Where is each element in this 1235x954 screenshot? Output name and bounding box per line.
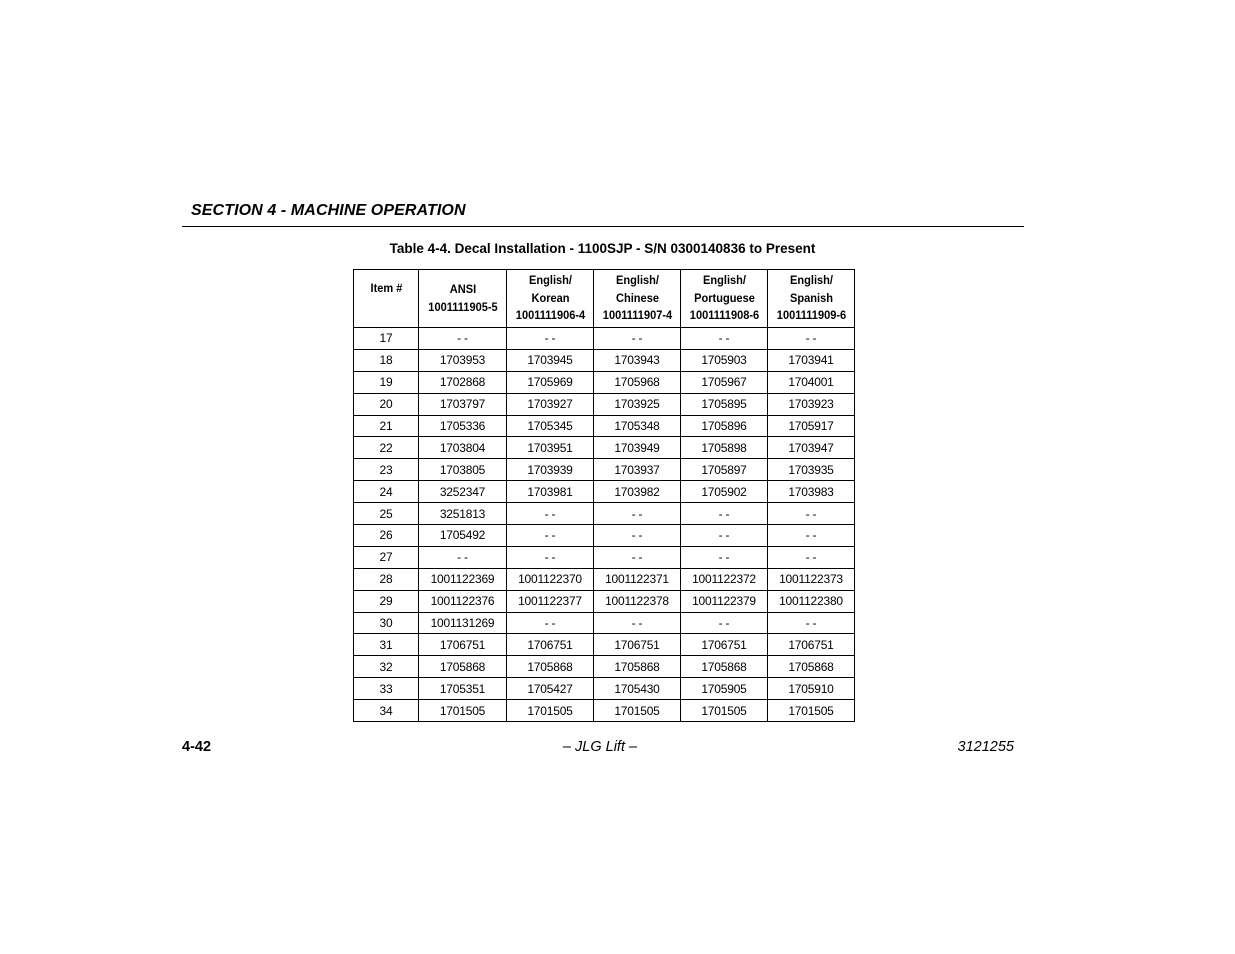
decal-part-number-cell: 1705868	[768, 656, 855, 678]
item-number-cell: 29	[354, 590, 419, 612]
item-number-cell: 27	[354, 546, 419, 568]
decal-part-number-cell: 1001122379	[681, 590, 768, 612]
decal-part-number-cell: 1702868	[419, 371, 507, 393]
decal-part-number-cell: 1001122371	[594, 568, 681, 590]
decal-part-number-cell: 1001122377	[507, 590, 594, 612]
decal-part-number-cell: 1001122373	[768, 568, 855, 590]
footer-publisher: – JLG Lift –	[562, 739, 638, 755]
table-row	[354, 503, 855, 525]
decal-part-number-cell: - -	[768, 525, 855, 547]
column-header-line: English/	[789, 273, 833, 288]
decal-part-number-cell: 1703937	[594, 459, 681, 481]
document-number: 3121255	[957, 739, 1014, 755]
table-row	[354, 634, 855, 656]
item-number-cell: 22	[354, 437, 419, 459]
decal-part-number-cell: - -	[507, 525, 594, 547]
table-row	[354, 590, 855, 612]
decal-part-number-cell: 1705967	[681, 371, 768, 393]
item-number-cell: 31	[354, 634, 419, 656]
decal-part-number-cell: 1705897	[681, 459, 768, 481]
decal-part-number-cell: - -	[768, 546, 855, 568]
decal-part-number-cell: 1704001	[768, 371, 855, 393]
decal-part-number-cell: 1703943	[594, 349, 681, 371]
column-header-line: Spanish	[789, 290, 833, 305]
decal-part-number-cell: 1705427	[507, 678, 594, 700]
table-row	[354, 678, 855, 700]
item-number-cell: 20	[354, 393, 419, 415]
decal-part-number-cell: - -	[594, 328, 681, 350]
decal-part-number-cell: 1705868	[681, 656, 768, 678]
table-row	[354, 393, 855, 415]
item-number-cell: 32	[354, 656, 419, 678]
item-number-cell: 18	[354, 349, 419, 371]
decal-part-number-cell: 1703951	[507, 437, 594, 459]
column-header	[356, 270, 416, 328]
decal-part-number-cell: 1701505	[507, 700, 594, 722]
decal-part-number-cell: 1705345	[507, 415, 594, 437]
decal-part-number-cell: 1703927	[507, 393, 594, 415]
table-row	[354, 437, 855, 459]
column-header-line: English/	[702, 273, 746, 288]
section-title: SECTION 4 - MACHINE OPERATION	[191, 202, 466, 219]
decal-part-number-cell: 1705351	[419, 678, 507, 700]
decal-part-number-cell: 1703925	[594, 393, 681, 415]
decal-part-number-cell: 1701505	[768, 700, 855, 722]
decal-part-number-cell: 1705902	[681, 481, 768, 503]
decal-part-number-cell: 1001122378	[594, 590, 681, 612]
item-number-cell: 24	[354, 481, 419, 503]
decal-part-number-cell: 1703945	[507, 349, 594, 371]
decal-part-number-cell: - -	[594, 525, 681, 547]
decal-part-number-cell: 1001122376	[419, 590, 507, 612]
column-header-line: 1001111907-4	[602, 308, 672, 323]
page-number: 4-42	[182, 739, 212, 755]
decal-part-number-cell: 1703935	[768, 459, 855, 481]
table-row	[354, 700, 855, 722]
decal-part-number-cell: - -	[594, 546, 681, 568]
decal-part-number-cell: 1703949	[594, 437, 681, 459]
decal-part-number-cell: 1703982	[594, 481, 681, 503]
column-header	[510, 270, 590, 328]
decal-part-number-cell: 3252347	[419, 481, 507, 503]
decal-part-number-cell: 3251813	[419, 503, 507, 525]
column-header-line: 1001111906-4	[515, 308, 585, 323]
table-row	[354, 349, 855, 371]
table-caption-text: Table 4-4. Decal Installation - 1100SJP - S/N 0300140836 to Present	[389, 241, 816, 256]
table-row	[354, 546, 855, 568]
decal-part-number-cell: 1705430	[594, 678, 681, 700]
column-header-line: Chinese	[615, 290, 659, 305]
decal-part-number-cell: - -	[681, 612, 768, 634]
decal-part-number-cell: 1705868	[594, 656, 681, 678]
decal-part-number-cell: 1706751	[419, 634, 507, 656]
decal-part-number-cell: 1701505	[681, 700, 768, 722]
column-header	[422, 270, 503, 328]
decal-part-number-cell: 1705968	[594, 371, 681, 393]
decal-part-number-cell: 1001122372	[681, 568, 768, 590]
decal-part-number-cell: 1703947	[768, 437, 855, 459]
table-row	[354, 415, 855, 437]
table-header-row	[354, 270, 855, 328]
column-header-line: 1001111908-6	[689, 308, 759, 323]
decal-part-number-cell: - -	[681, 328, 768, 350]
item-number-cell: 34	[354, 700, 419, 722]
decal-part-number-cell: - -	[681, 525, 768, 547]
column-header-line: 1001111909-6	[776, 308, 846, 323]
decal-part-number-cell: 1703941	[768, 349, 855, 371]
item-number-cell: 25	[354, 503, 419, 525]
decal-part-number-cell: 1705868	[507, 656, 594, 678]
decal-part-number-cell: 1001122370	[507, 568, 594, 590]
decal-part-number-cell: 1706751	[594, 634, 681, 656]
decal-part-number-cell: 1703797	[419, 393, 507, 415]
decal-part-number-cell: - -	[419, 546, 507, 568]
item-number-cell: 21	[354, 415, 419, 437]
column-header-line: English/	[615, 273, 659, 288]
table-row	[354, 459, 855, 481]
table-row	[354, 568, 855, 590]
decal-part-number-cell: 1705898	[681, 437, 768, 459]
decal-part-number-cell: - -	[419, 328, 507, 350]
decal-part-number-cell: - -	[768, 503, 855, 525]
decal-part-number-cell: 1705903	[681, 349, 768, 371]
item-number-cell: 23	[354, 459, 419, 481]
decal-part-number-cell: 1705895	[681, 393, 768, 415]
decal-part-number-cell: - -	[507, 612, 594, 634]
decal-part-number-cell: 1703805	[419, 459, 507, 481]
item-number-cell: 33	[354, 678, 419, 700]
decal-part-number-cell: - -	[507, 328, 594, 350]
decal-part-number-cell: 1705969	[507, 371, 594, 393]
table-caption	[0, 241, 1205, 256]
header-divider	[182, 226, 1024, 227]
decal-part-number-cell: 1706751	[681, 634, 768, 656]
column-header-line: 1001111905-5	[427, 299, 498, 314]
decal-part-number-cell: 1703804	[419, 437, 507, 459]
column-header-line: English/	[528, 273, 572, 288]
table-body	[354, 328, 855, 722]
decal-part-number-cell: 1703939	[507, 459, 594, 481]
table-row	[354, 612, 855, 634]
decal-part-number-cell: 1705868	[419, 656, 507, 678]
column-header-line: Korean	[530, 290, 570, 305]
decal-part-number-cell: - -	[681, 546, 768, 568]
decal-part-number-cell: - -	[768, 612, 855, 634]
decal-part-number-cell: 1703953	[419, 349, 507, 371]
decal-part-number-cell: - -	[681, 503, 768, 525]
table-row	[354, 481, 855, 503]
table-row	[354, 656, 855, 678]
column-header	[684, 270, 764, 328]
decal-part-number-cell: - -	[507, 546, 594, 568]
column-header-line: ANSI	[449, 282, 476, 296]
column-header-line: Portuguese	[693, 290, 755, 305]
column-header	[597, 270, 677, 328]
decal-part-number-cell: 1001122380	[768, 590, 855, 612]
decal-part-number-cell: 1705910	[768, 678, 855, 700]
decal-part-number-cell: 1705336	[419, 415, 507, 437]
table-row	[354, 328, 855, 350]
decal-part-number-cell: 1706751	[768, 634, 855, 656]
table-row	[354, 371, 855, 393]
table-row	[354, 525, 855, 547]
item-number-cell: 30	[354, 612, 419, 634]
decal-part-number-cell: 1001131269	[419, 612, 507, 634]
decal-part-number-cell: - -	[507, 503, 594, 525]
column-header	[771, 270, 851, 328]
decal-part-number-cell: 1705348	[594, 415, 681, 437]
decal-part-number-cell: 1701505	[419, 700, 507, 722]
item-number-cell: 17	[354, 328, 419, 350]
decal-part-number-cell: 1701505	[594, 700, 681, 722]
decal-part-number-cell: 1705896	[681, 415, 768, 437]
decal-part-number-cell: 1703981	[507, 481, 594, 503]
decal-part-number-cell: 1703923	[768, 393, 855, 415]
decal-part-number-cell: 1705905	[681, 678, 768, 700]
decal-part-number-cell: 1705492	[419, 525, 507, 547]
decal-part-number-cell: - -	[768, 328, 855, 350]
item-number-cell: 28	[354, 568, 419, 590]
decal-part-number-cell: - -	[594, 503, 681, 525]
decal-part-number-cell: 1705917	[768, 415, 855, 437]
item-number-cell: 26	[354, 525, 419, 547]
decal-part-number-cell: 1703983	[768, 481, 855, 503]
decal-installation-table	[353, 269, 855, 722]
decal-part-number-cell: 1706751	[507, 634, 594, 656]
decal-part-number-cell: - -	[594, 612, 681, 634]
column-header-line: Item #	[370, 281, 402, 295]
decal-part-number-cell: 1001122369	[419, 568, 507, 590]
item-number-cell: 19	[354, 371, 419, 393]
